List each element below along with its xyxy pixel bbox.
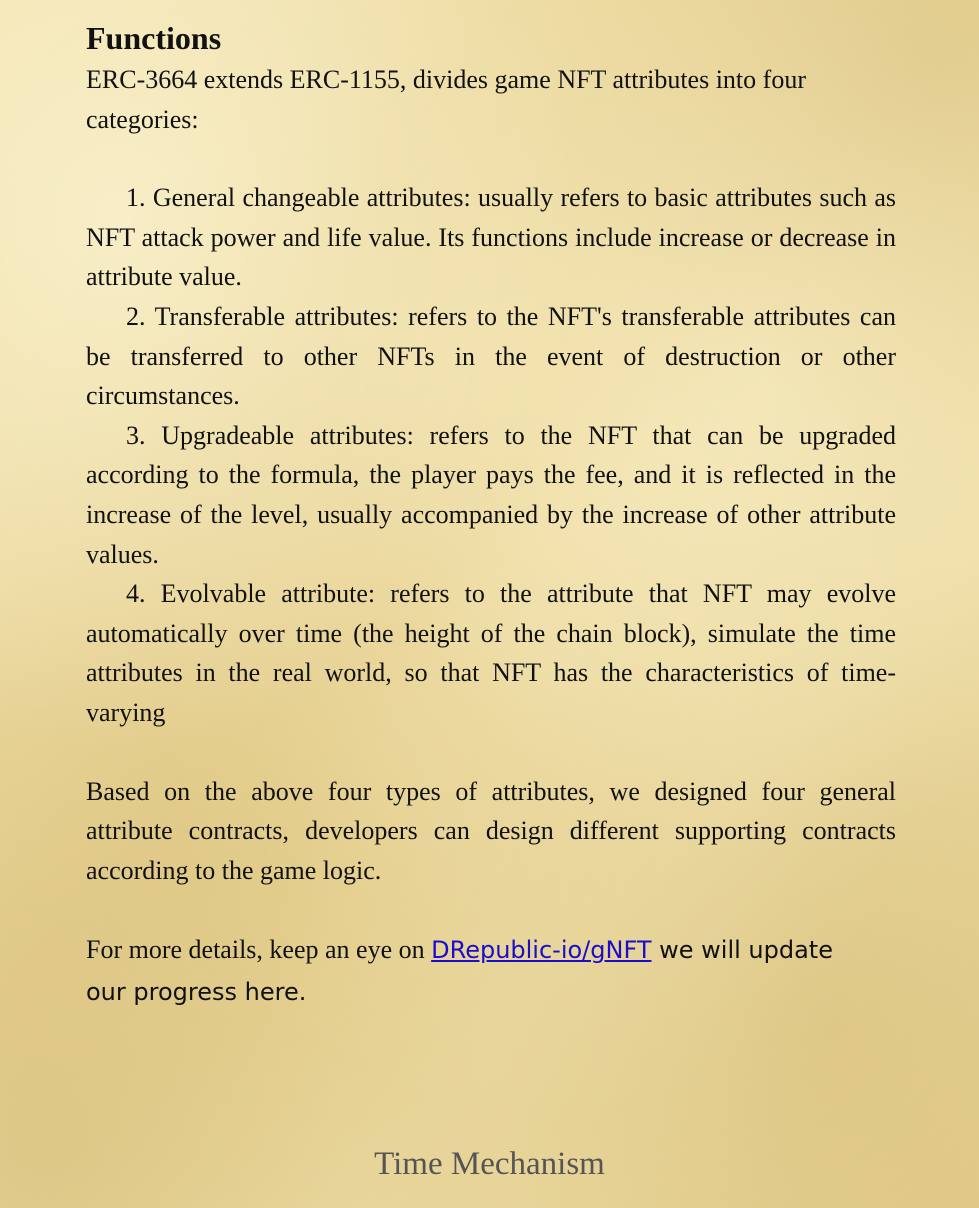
summary-paragraph: Based on the above four types of attributes, we designed four general attribute contracts, developers can design different supporting contracts according to the game logic. xyxy=(86,776,896,885)
list-item-evolvable: 4. Evolvable attribute: refers to the attribute that NFT may evolve automatically over time (the height of the chain block), simulate the time attributes in the real world, so that NFT has the characteristics of time-varying xyxy=(86,579,896,727)
details-prefix: For more details, keep an eye on xyxy=(86,935,432,965)
details-paragraph xyxy=(86,929,896,1013)
attribute-list xyxy=(86,178,896,732)
intro-paragraph: ERC-3664 extends ERC-1155, divides game NFT attributes into four categories: xyxy=(86,65,806,134)
content-area xyxy=(86,18,896,1013)
next-section-title: Time Mechanism xyxy=(374,1146,605,1182)
details-suffix: we will update xyxy=(651,936,833,965)
gnft-repo-link[interactable]: DRepublic-io/gNFT xyxy=(431,936,652,965)
list-item-transferable: 2. Transferable attributes: refers to the NFT's transferable attributes can be transferred to other NFTs in the event of destruction or other circumstances. xyxy=(86,301,896,411)
section-heading: Functions xyxy=(86,20,222,56)
list-item-general-changeable: 1. General changeable attributes: usually refers to basic attributes such as NFT attack power and life value. Its functions include increase or decrease in attribute value. xyxy=(86,183,896,292)
list-item-upgradeable: 3. Upgradeable attributes: refers to the NFT that can be upgraded according to the formula, the player pays the fee, and it is reflected in the increase of the level, usually accompanied by the increase of other attribute values. xyxy=(86,420,896,569)
details-suffix-line-2: our progress here. xyxy=(86,978,307,1007)
